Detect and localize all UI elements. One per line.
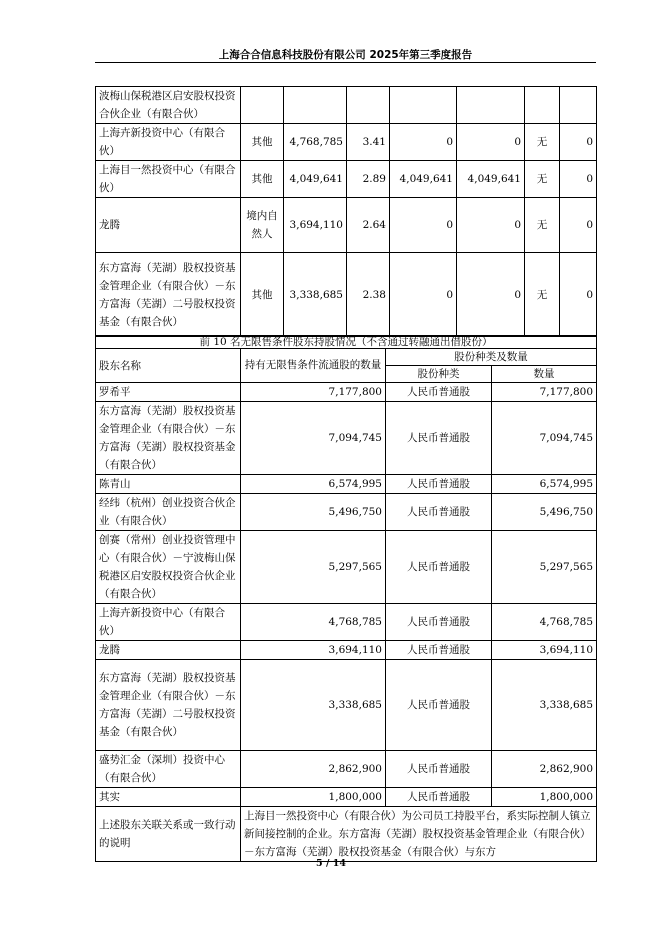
holder-name: 罗希平 bbox=[96, 383, 241, 402]
holder-pledged: 0 bbox=[457, 124, 525, 161]
col-header-type: 股份种类 bbox=[386, 366, 492, 383]
holder-pct: 2.64 bbox=[347, 198, 390, 253]
share-count: 2,862,900 bbox=[492, 751, 597, 788]
share-type: 人民币普通股 bbox=[386, 788, 492, 807]
table-row bbox=[96, 494, 597, 531]
table-row bbox=[96, 475, 597, 494]
table-row bbox=[96, 531, 597, 604]
header-divider bbox=[95, 62, 596, 63]
holder-status: 无 bbox=[525, 253, 560, 337]
share-count: 5,496,750 bbox=[492, 494, 597, 531]
share-count: 1,800,000 bbox=[492, 788, 597, 807]
holder-name: 经纬（杭州）创业投资合伙企业（有限合伙） bbox=[96, 494, 241, 531]
holder-qty: 4,768,785 bbox=[241, 604, 386, 641]
holder-pct: 2.38 bbox=[347, 253, 390, 337]
table-row bbox=[96, 198, 597, 253]
share-type: 人民币普通股 bbox=[386, 531, 492, 604]
holder-type: 其他 bbox=[241, 253, 284, 337]
holder-count: 0 bbox=[560, 253, 597, 337]
unrestricted-shareholders-table bbox=[95, 335, 597, 862]
share-count: 6,574,995 bbox=[492, 475, 597, 494]
holder-qty: 3,694,110 bbox=[241, 641, 386, 660]
table-row bbox=[96, 788, 597, 807]
holder-name: 陈青山 bbox=[96, 475, 241, 494]
col-header-count: 数量 bbox=[492, 366, 597, 383]
holder-name: 上海卉新投资中心（有限合伙） bbox=[96, 124, 241, 161]
holder-name: 波梅山保税港区启安股权投资合伙企业（有限合伙） bbox=[96, 87, 241, 124]
share-type: 人民币普通股 bbox=[386, 475, 492, 494]
table-row bbox=[96, 87, 597, 124]
holder-type: 其他 bbox=[241, 161, 284, 198]
page-number: 5 / 14 bbox=[316, 858, 346, 869]
holder-qty: 7,094,745 bbox=[241, 402, 386, 475]
share-type: 人民币普通股 bbox=[386, 751, 492, 788]
holder-restricted: 4,049,641 bbox=[390, 161, 457, 198]
holder-status bbox=[525, 87, 560, 124]
table-row bbox=[96, 751, 597, 788]
share-count: 3,694,110 bbox=[492, 641, 597, 660]
table-header-row bbox=[96, 349, 597, 366]
holder-pledged: 0 bbox=[457, 198, 525, 253]
section-title-row bbox=[96, 336, 597, 349]
holder-name: 东方富海（芜湖）股权投资基金管理企业（有限合伙）－东方富海（芜湖）二号股权投资基金（有限合伙） bbox=[96, 660, 241, 751]
holder-shares: 4,049,641 bbox=[284, 161, 347, 198]
holder-pct: 2.89 bbox=[347, 161, 390, 198]
table-row bbox=[96, 641, 597, 660]
col-header-qty: 持有无限售条件流通股的数量 bbox=[241, 349, 386, 383]
share-type: 人民币普通股 bbox=[386, 402, 492, 475]
holder-status: 无 bbox=[525, 198, 560, 253]
holder-pledged bbox=[457, 87, 525, 124]
holder-qty: 6,574,995 bbox=[241, 475, 386, 494]
page-header: 上海合合信息科技股份有限公司 2025年第三季度报告 bbox=[218, 49, 473, 61]
share-count: 3,338,685 bbox=[492, 660, 597, 751]
holder-pct bbox=[347, 87, 390, 124]
holder-count: 0 bbox=[560, 124, 597, 161]
holder-shares: 3,338,685 bbox=[284, 253, 347, 337]
table-row bbox=[96, 604, 597, 641]
holder-qty: 5,496,750 bbox=[241, 494, 386, 531]
holder-name: 创赛（常州）创业投资管理中心（有限合伙）－宁波梅山保税港区启安股权投资合伙企业（有限合伙） bbox=[96, 531, 241, 604]
holder-name: 东方富海（芜湖）股权投资基金管理企业（有限合伙）－东方富海（芜湖）二号股权投资基金（有限合伙） bbox=[96, 253, 241, 337]
holder-type bbox=[241, 87, 284, 124]
holder-name: 其实 bbox=[96, 788, 241, 807]
holder-name: 上海卉新投资中心（有限合伙） bbox=[96, 604, 241, 641]
col-header-name: 股东名称 bbox=[96, 349, 241, 383]
holder-count: 0 bbox=[560, 161, 597, 198]
holder-qty: 7,177,800 bbox=[241, 383, 386, 402]
holder-qty: 5,297,565 bbox=[241, 531, 386, 604]
holder-shares: 4,768,785 bbox=[284, 124, 347, 161]
holder-qty: 2,862,900 bbox=[241, 751, 386, 788]
table-row bbox=[96, 402, 597, 475]
holder-pledged: 0 bbox=[457, 253, 525, 337]
holder-name: 龙腾 bbox=[96, 198, 241, 253]
holder-restricted: 0 bbox=[390, 198, 457, 253]
share-type: 人民币普通股 bbox=[386, 604, 492, 641]
section-title: 前 10 名无限售条件股东持股情况（不含通过转融通出借股份） bbox=[96, 336, 597, 349]
share-type: 人民币普通股 bbox=[386, 494, 492, 531]
share-type: 人民币普通股 bbox=[386, 660, 492, 751]
holder-pledged: 4,049,641 bbox=[457, 161, 525, 198]
table-row bbox=[96, 660, 597, 751]
holder-count: 0 bbox=[560, 198, 597, 253]
table-row bbox=[96, 124, 597, 161]
relation-text: 上海目一然投资中心（有限合伙）为公司员工持股平台，系实际控制人镇立新间接控制的企业。东方富海（芜湖）股权投资基金管理企业（有限合伙）－东方富海（芜湖）股权投资基金（有限合伙）与东方 bbox=[241, 807, 597, 862]
table-row bbox=[96, 253, 597, 337]
holder-restricted: 0 bbox=[390, 124, 457, 161]
holder-status: 无 bbox=[525, 161, 560, 198]
holder-name: 龙腾 bbox=[96, 641, 241, 660]
holder-type: 其他 bbox=[241, 124, 284, 161]
share-count: 4,768,785 bbox=[492, 604, 597, 641]
holder-count bbox=[560, 87, 597, 124]
holder-status: 无 bbox=[525, 124, 560, 161]
holder-type: 境内自然人 bbox=[241, 198, 284, 253]
table-row bbox=[96, 161, 597, 198]
table-row bbox=[96, 383, 597, 402]
col-header-type-group: 股份种类及数量 bbox=[386, 349, 597, 366]
holder-name: 东方富海（芜湖）股权投资基金管理企业（有限合伙）－东方富海（芜湖）股权投资基金（有限合伙） bbox=[96, 402, 241, 475]
share-type: 人民币普通股 bbox=[386, 383, 492, 402]
holder-restricted: 0 bbox=[390, 253, 457, 337]
share-count: 5,297,565 bbox=[492, 531, 597, 604]
share-count: 7,094,745 bbox=[492, 402, 597, 475]
share-type: 人民币普通股 bbox=[386, 641, 492, 660]
holder-qty: 3,338,685 bbox=[241, 660, 386, 751]
holder-shares bbox=[284, 87, 347, 124]
share-count: 7,177,800 bbox=[492, 383, 597, 402]
holder-pct: 3.41 bbox=[347, 124, 390, 161]
holder-name: 盛势汇金（深圳）投资中心（有限合伙） bbox=[96, 751, 241, 788]
holder-restricted bbox=[390, 87, 457, 124]
top-shareholders-table bbox=[95, 86, 597, 337]
relation-row bbox=[96, 807, 597, 862]
holder-name: 上海目一然投资中心（有限合伙） bbox=[96, 161, 241, 198]
holder-qty: 1,800,000 bbox=[241, 788, 386, 807]
relation-label: 上述股东关联关系或一致行动的说明 bbox=[96, 807, 241, 862]
holder-shares: 3,694,110 bbox=[284, 198, 347, 253]
